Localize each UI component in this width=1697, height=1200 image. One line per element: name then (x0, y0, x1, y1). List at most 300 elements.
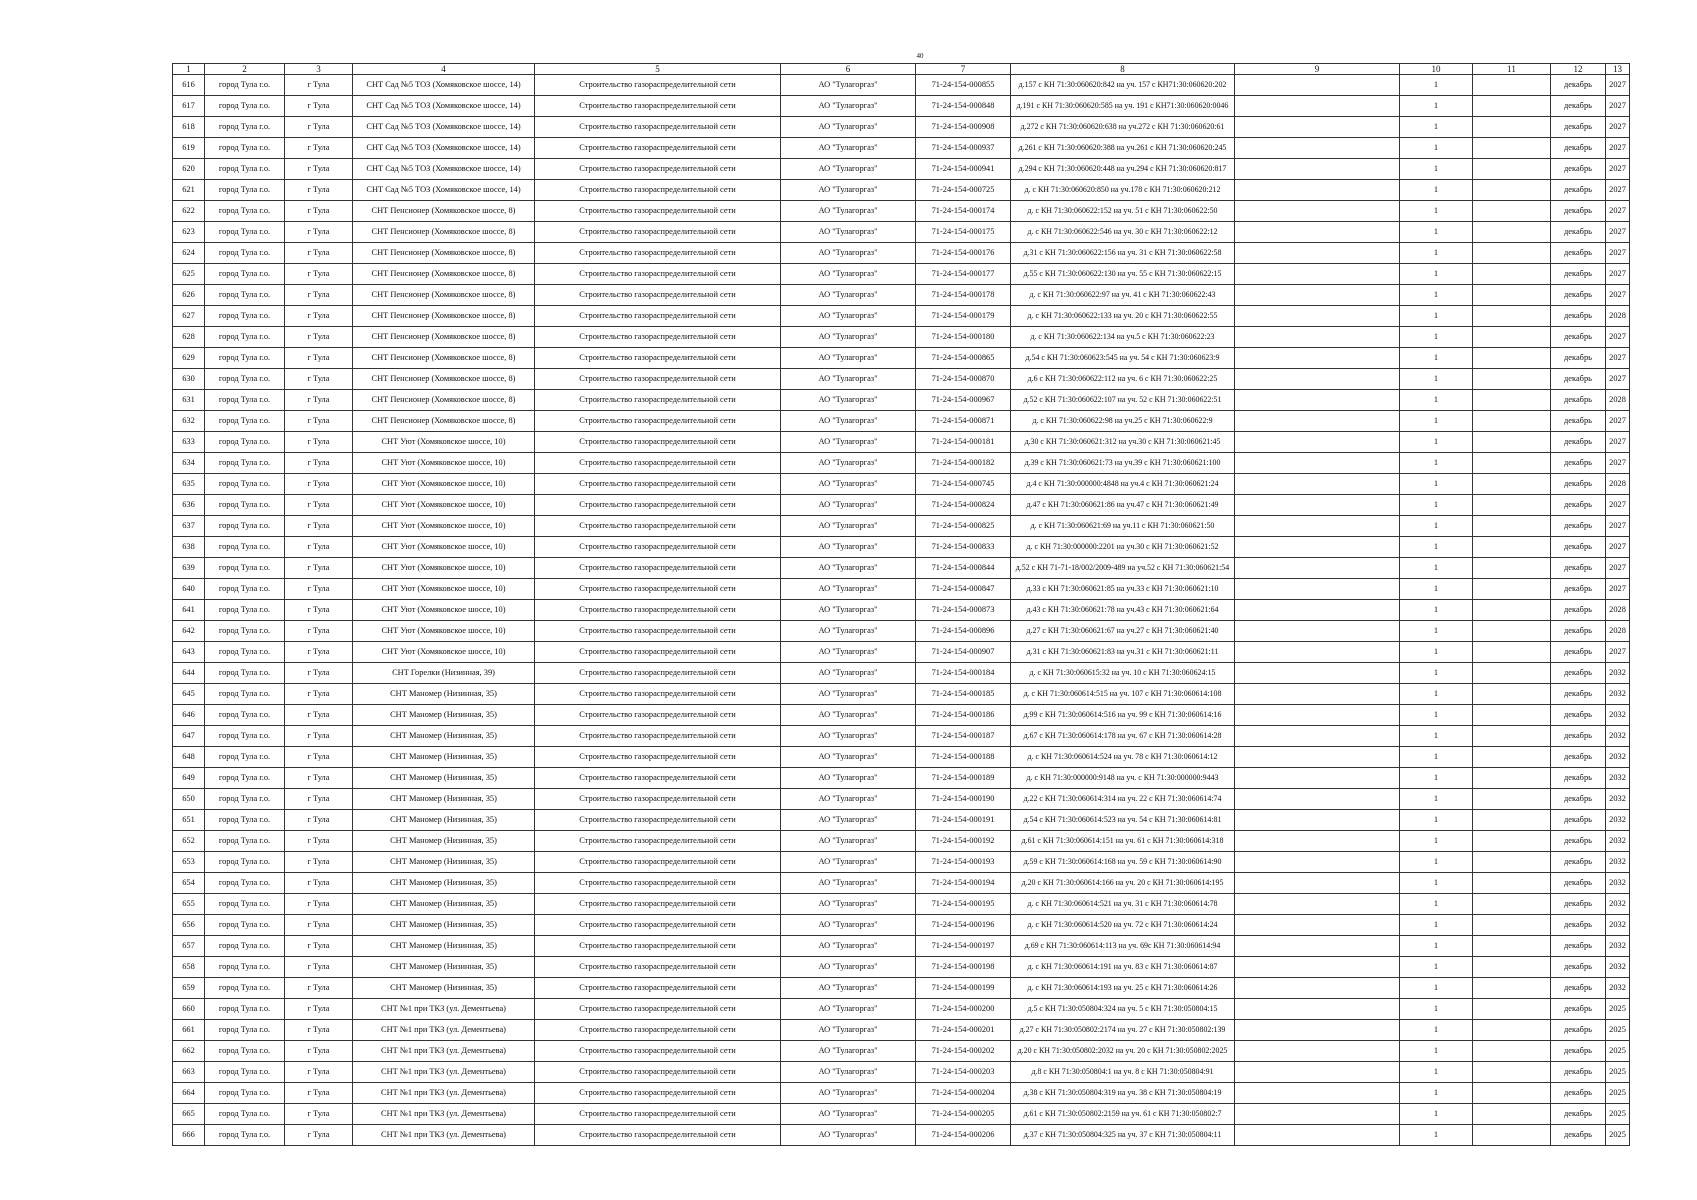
empty-cell (1235, 768, 1400, 789)
quantity-cell: 1 (1400, 621, 1473, 642)
organization-cell: АО "Тулагоргаз" (781, 369, 916, 390)
quantity-cell: 1 (1400, 768, 1473, 789)
column-number: 9 (1235, 64, 1400, 75)
empty-cell (1235, 1125, 1400, 1146)
quantity-cell: 1 (1400, 978, 1473, 999)
locality-cell: г Тула (285, 705, 353, 726)
year-cell: 2028 (1606, 600, 1630, 621)
empty-cell (1235, 873, 1400, 894)
locality-cell: г Тула (285, 369, 353, 390)
municipality-cell: город Тула г.о. (205, 726, 285, 747)
organization-cell: АО "Тулагоргаз" (781, 1041, 916, 1062)
year-cell: 2032 (1606, 957, 1630, 978)
object-cell: СНТ №1 при ТКЗ (ул. Дементьева) (353, 1125, 535, 1146)
work-type-cell: Строительство газораспределительной сети (535, 201, 781, 222)
empty-cell (1235, 957, 1400, 978)
empty-cell (1235, 411, 1400, 432)
month-cell: декабрь (1551, 159, 1606, 180)
code-cell: 71-24-154-000174 (916, 201, 1011, 222)
month-cell: декабрь (1551, 600, 1606, 621)
locality-cell: г Тула (285, 474, 353, 495)
empty-cell (1235, 789, 1400, 810)
work-type-cell: Строительство газораспределительной сети (535, 516, 781, 537)
municipality-cell: город Тула г.о. (205, 1125, 285, 1146)
column-number: 5 (535, 64, 781, 75)
organization-cell: АО "Тулагоргаз" (781, 663, 916, 684)
code-cell: 71-24-154-000188 (916, 747, 1011, 768)
code-cell: 71-24-154-000176 (916, 243, 1011, 264)
year-cell: 2027 (1606, 243, 1630, 264)
work-type-cell: Строительство газораспределительной сети (535, 915, 781, 936)
month-cell: декабрь (1551, 642, 1606, 663)
address-cell: д. с КН 71:30:060614:524 на уч. 78 с КН 71:30:060614:12 (1011, 747, 1235, 768)
organization-cell: АО "Тулагоргаз" (781, 1062, 916, 1083)
row-number-cell: 642 (173, 621, 205, 642)
municipality-cell: город Тула г.о. (205, 516, 285, 537)
code-cell: 71-24-154-000204 (916, 1083, 1011, 1104)
empty-cell (1235, 642, 1400, 663)
empty-cell (1235, 495, 1400, 516)
table-row (173, 705, 1630, 726)
table-row (173, 684, 1630, 705)
empty-cell (1235, 1041, 1400, 1062)
work-type-cell: Строительство газораспределительной сети (535, 180, 781, 201)
locality-cell: г Тула (285, 285, 353, 306)
object-cell: СНТ Уют (Хомяковское шоссе, 10) (353, 474, 535, 495)
municipality-cell: город Тула г.о. (205, 810, 285, 831)
code-cell: 71-24-154-000871 (916, 411, 1011, 432)
month-cell: декабрь (1551, 579, 1606, 600)
organization-cell: АО "Тулагоргаз" (781, 453, 916, 474)
empty-cell (1235, 348, 1400, 369)
quantity-cell: 1 (1400, 474, 1473, 495)
work-type-cell: Строительство газораспределительной сети (535, 369, 781, 390)
row-number-cell: 652 (173, 831, 205, 852)
code-cell: 71-24-154-000194 (916, 873, 1011, 894)
row-number-cell: 633 (173, 432, 205, 453)
row-number-cell: 658 (173, 957, 205, 978)
work-type-cell: Строительство газораспределительной сети (535, 348, 781, 369)
month-cell: декабрь (1551, 978, 1606, 999)
code-cell: 71-24-154-000870 (916, 369, 1011, 390)
organization-cell: АО "Тулагоргаз" (781, 579, 916, 600)
object-cell: СНТ Уют (Хомяковское шоссе, 10) (353, 642, 535, 663)
work-type-cell: Строительство газораспределительной сети (535, 306, 781, 327)
month-cell: декабрь (1551, 726, 1606, 747)
month-cell: декабрь (1551, 1083, 1606, 1104)
organization-cell: АО "Тулагоргаз" (781, 159, 916, 180)
column-number: 2 (205, 64, 285, 75)
work-type-cell: Строительство газораспределительной сети (535, 432, 781, 453)
empty-cell (1473, 348, 1551, 369)
year-cell: 2025 (1606, 1083, 1630, 1104)
empty-cell (1473, 852, 1551, 873)
year-cell: 2027 (1606, 579, 1630, 600)
municipality-cell: город Тула г.о. (205, 75, 285, 96)
object-cell: СНТ Пенсионер (Хомяковское шоссе, 8) (353, 306, 535, 327)
organization-cell: АО "Тулагоргаз" (781, 474, 916, 495)
code-cell: 71-24-154-000967 (916, 390, 1011, 411)
year-cell: 2027 (1606, 642, 1630, 663)
address-cell: д.157 с КН 71:30:060620:842 на уч. 157 с КН71:30:060620:202 (1011, 75, 1235, 96)
month-cell: декабрь (1551, 1041, 1606, 1062)
object-cell: СНТ Уют (Хомяковское шоссе, 10) (353, 558, 535, 579)
address-cell: д.27 с КН 71:30:060621:67 на уч.27 с КН 71:30:060621:40 (1011, 621, 1235, 642)
empty-cell (1473, 726, 1551, 747)
year-cell: 2025 (1606, 999, 1630, 1020)
table-row (173, 894, 1630, 915)
year-cell: 2032 (1606, 726, 1630, 747)
table-row (173, 306, 1630, 327)
month-cell: декабрь (1551, 285, 1606, 306)
locality-cell: г Тула (285, 621, 353, 642)
code-cell: 71-24-154-000847 (916, 579, 1011, 600)
organization-cell: АО "Тулагоргаз" (781, 810, 916, 831)
locality-cell: г Тула (285, 495, 353, 516)
empty-cell (1235, 684, 1400, 705)
empty-cell (1473, 369, 1551, 390)
table-row (173, 1083, 1630, 1104)
organization-cell: АО "Тулагоргаз" (781, 327, 916, 348)
locality-cell: г Тула (285, 201, 353, 222)
month-cell: декабрь (1551, 1062, 1606, 1083)
municipality-cell: город Тула г.о. (205, 915, 285, 936)
address-cell: д. с КН 71:30:060621:69 на уч.11 с КН 71:30:060621:50 (1011, 516, 1235, 537)
month-cell: декабрь (1551, 621, 1606, 642)
empty-cell (1235, 117, 1400, 138)
quantity-cell: 1 (1400, 915, 1473, 936)
address-cell: д.261 с КН 71:30:060620:388 на уч.261 с КН 71:30:060620:245 (1011, 138, 1235, 159)
work-type-cell: Строительство газораспределительной сети (535, 558, 781, 579)
quantity-cell: 1 (1400, 453, 1473, 474)
empty-cell (1235, 999, 1400, 1020)
empty-cell (1235, 369, 1400, 390)
empty-cell (1473, 768, 1551, 789)
locality-cell: г Тула (285, 663, 353, 684)
empty-cell (1473, 810, 1551, 831)
code-cell: 71-24-154-000206 (916, 1125, 1011, 1146)
row-number-cell: 627 (173, 306, 205, 327)
address-cell: д.191 с КН 71:30:060620:585 на уч. 191 с КН71:30:060620:0046 (1011, 96, 1235, 117)
locality-cell: г Тула (285, 1125, 353, 1146)
month-cell: декабрь (1551, 747, 1606, 768)
address-cell: д.27 с КН 71:30:050802:2174 на уч. 27 с КН 71:30:050802:139 (1011, 1020, 1235, 1041)
empty-cell (1473, 96, 1551, 117)
empty-cell (1235, 285, 1400, 306)
code-cell: 71-24-154-000941 (916, 159, 1011, 180)
locality-cell: г Тула (285, 852, 353, 873)
locality-cell: г Тула (285, 873, 353, 894)
work-type-cell: Строительство газораспределительной сети (535, 852, 781, 873)
work-type-cell: Строительство газораспределительной сети (535, 789, 781, 810)
address-cell: д. с КН 71:30:060614:193 на уч. 25 с КН 71:30:060614:26 (1011, 978, 1235, 999)
empty-cell (1235, 852, 1400, 873)
month-cell: декабрь (1551, 264, 1606, 285)
municipality-cell: город Тула г.о. (205, 999, 285, 1020)
code-cell: 71-24-154-000178 (916, 285, 1011, 306)
empty-cell (1473, 558, 1551, 579)
table-row (173, 495, 1630, 516)
organization-cell: АО "Тулагоргаз" (781, 201, 916, 222)
address-cell: д. с КН 71:30:060614:520 на уч. 72 с КН 71:30:060614:24 (1011, 915, 1235, 936)
code-cell: 71-24-154-000196 (916, 915, 1011, 936)
table-row (173, 159, 1630, 180)
quantity-cell: 1 (1400, 684, 1473, 705)
address-cell: д.67 с КН 71:30:060614:178 на уч. 67 с КН 71:30:060614:28 (1011, 726, 1235, 747)
code-cell: 71-24-154-000195 (916, 894, 1011, 915)
table-row (173, 453, 1630, 474)
code-cell: 71-24-154-000203 (916, 1062, 1011, 1083)
code-cell: 71-24-154-000181 (916, 432, 1011, 453)
row-number-cell: 626 (173, 285, 205, 306)
work-type-cell: Строительство газораспределительной сети (535, 957, 781, 978)
month-cell: декабрь (1551, 516, 1606, 537)
object-cell: СНТ Пенсионер (Хомяковское шоссе, 8) (353, 264, 535, 285)
organization-cell: АО "Тулагоргаз" (781, 1104, 916, 1125)
address-cell: д.54 с КН 71:30:060623:545 на уч. 54 с КН 71:30:060623:9 (1011, 348, 1235, 369)
row-number-cell: 619 (173, 138, 205, 159)
work-type-cell: Строительство газораспределительной сети (535, 936, 781, 957)
year-cell: 2027 (1606, 285, 1630, 306)
month-cell: декабрь (1551, 75, 1606, 96)
empty-cell (1235, 180, 1400, 201)
locality-cell: г Тула (285, 222, 353, 243)
organization-cell: АО "Тулагоргаз" (781, 978, 916, 999)
locality-cell: г Тула (285, 600, 353, 621)
object-cell: СНТ №1 при ТКЗ (ул. Дементьева) (353, 1041, 535, 1062)
work-type-cell: Строительство газораспределительной сети (535, 1020, 781, 1041)
locality-cell: г Тула (285, 75, 353, 96)
table-row (173, 264, 1630, 285)
column-number: 8 (1011, 64, 1235, 75)
municipality-cell: город Тула г.о. (205, 705, 285, 726)
empty-cell (1235, 1062, 1400, 1083)
table-row (173, 579, 1630, 600)
year-cell: 2028 (1606, 390, 1630, 411)
locality-cell: г Тула (285, 684, 353, 705)
municipality-cell: город Тула г.о. (205, 894, 285, 915)
address-cell: д.20 с КН 71:30:060614:166 на уч. 20 с КН 71:30:060614:195 (1011, 873, 1235, 894)
code-cell: 71-24-154-000855 (916, 75, 1011, 96)
empty-cell (1235, 810, 1400, 831)
empty-cell (1473, 789, 1551, 810)
row-number-cell: 644 (173, 663, 205, 684)
row-number-cell: 648 (173, 747, 205, 768)
empty-cell (1235, 159, 1400, 180)
municipality-cell: город Тула г.о. (205, 411, 285, 432)
row-number-cell: 620 (173, 159, 205, 180)
month-cell: декабрь (1551, 537, 1606, 558)
address-cell: д. с КН 71:30:060614:515 на уч. 107 с КН 71:30:060614:108 (1011, 684, 1235, 705)
object-cell: СНТ Уют (Хомяковское шоссе, 10) (353, 495, 535, 516)
municipality-cell: город Тула г.о. (205, 684, 285, 705)
municipality-cell: город Тула г.о. (205, 285, 285, 306)
table-row (173, 957, 1630, 978)
organization-cell: АО "Тулагоргаз" (781, 348, 916, 369)
year-cell: 2032 (1606, 831, 1630, 852)
locality-cell: г Тула (285, 999, 353, 1020)
empty-cell (1235, 1104, 1400, 1125)
empty-cell (1235, 390, 1400, 411)
organization-cell: АО "Тулагоргаз" (781, 285, 916, 306)
empty-cell (1235, 222, 1400, 243)
column-number: 6 (781, 64, 916, 75)
organization-cell: АО "Тулагоргаз" (781, 621, 916, 642)
address-cell: д.99 с КН 71:30:060614:516 на уч. 99 с КН 71:30:060614:16 (1011, 705, 1235, 726)
municipality-cell: город Тула г.о. (205, 621, 285, 642)
year-cell: 2028 (1606, 306, 1630, 327)
address-cell: д. с КН 71:30:060615:32 на уч. 10 с КН 71:30:060624:15 (1011, 663, 1235, 684)
organization-cell: АО "Тулагоргаз" (781, 222, 916, 243)
row-number-cell: 625 (173, 264, 205, 285)
organization-cell: АО "Тулагоргаз" (781, 747, 916, 768)
locality-cell: г Тула (285, 537, 353, 558)
work-type-cell: Строительство газораспределительной сети (535, 894, 781, 915)
empty-cell (1473, 390, 1551, 411)
object-cell: СНТ Маномер (Низинная, 35) (353, 957, 535, 978)
month-cell: декабрь (1551, 348, 1606, 369)
work-type-cell: Строительство газораспределительной сети (535, 264, 781, 285)
month-cell: декабрь (1551, 705, 1606, 726)
organization-cell: АО "Тулагоргаз" (781, 306, 916, 327)
quantity-cell: 1 (1400, 201, 1473, 222)
month-cell: декабрь (1551, 663, 1606, 684)
table-row (173, 390, 1630, 411)
object-cell: СНТ Пенсионер (Хомяковское шоссе, 8) (353, 222, 535, 243)
row-number-cell: 651 (173, 810, 205, 831)
address-cell: д. с КН 71:30:060614:521 на уч. 31 с КН 71:30:060614:78 (1011, 894, 1235, 915)
organization-cell: АО "Тулагоргаз" (781, 117, 916, 138)
table-row (173, 831, 1630, 852)
quantity-cell: 1 (1400, 516, 1473, 537)
object-cell: СНТ Маномер (Низинная, 35) (353, 726, 535, 747)
table-row (173, 978, 1630, 999)
column-number-row (173, 64, 1630, 75)
locality-cell: г Тула (285, 1083, 353, 1104)
quantity-cell: 1 (1400, 600, 1473, 621)
municipality-cell: город Тула г.о. (205, 936, 285, 957)
object-cell: СНТ Пенсионер (Хомяковское шоссе, 8) (353, 411, 535, 432)
table-row (173, 222, 1630, 243)
year-cell: 2032 (1606, 873, 1630, 894)
work-type-cell: Строительство газораспределительной сети (535, 831, 781, 852)
object-cell: СНТ №1 при ТКЗ (ул. Дементьева) (353, 1104, 535, 1125)
column-number: 11 (1473, 64, 1551, 75)
locality-cell: г Тула (285, 180, 353, 201)
address-cell: д.39 с КН 71:30:060621:73 на уч.39 с КН 71:30:060621:100 (1011, 453, 1235, 474)
object-cell: СНТ Пенсионер (Хомяковское шоссе, 8) (353, 285, 535, 306)
quantity-cell: 1 (1400, 1020, 1473, 1041)
municipality-cell: город Тула г.о. (205, 159, 285, 180)
empty-cell (1473, 201, 1551, 222)
month-cell: декабрь (1551, 201, 1606, 222)
object-cell: СНТ Уют (Хомяковское шоссе, 10) (353, 537, 535, 558)
code-cell: 71-24-154-000197 (916, 936, 1011, 957)
work-type-cell: Строительство газораспределительной сети (535, 159, 781, 180)
work-type-cell: Строительство газораспределительной сети (535, 873, 781, 894)
address-cell: д.61 с КН 71:30:060614:151 на уч. 61 с КН 71:30:060614:318 (1011, 831, 1235, 852)
quantity-cell: 1 (1400, 117, 1473, 138)
municipality-cell: город Тула г.о. (205, 852, 285, 873)
quantity-cell: 1 (1400, 1125, 1473, 1146)
organization-cell: АО "Тулагоргаз" (781, 1083, 916, 1104)
quantity-cell: 1 (1400, 432, 1473, 453)
empty-cell (1473, 159, 1551, 180)
year-cell: 2027 (1606, 348, 1630, 369)
work-type-cell: Строительство газораспределительной сети (535, 75, 781, 96)
municipality-cell: город Тула г.о. (205, 1020, 285, 1041)
work-type-cell: Строительство газораспределительной сети (535, 1041, 781, 1062)
table-row (173, 663, 1630, 684)
object-cell: СНТ №1 при ТКЗ (ул. Дементьева) (353, 1083, 535, 1104)
code-cell: 71-24-154-000201 (916, 1020, 1011, 1041)
row-number-cell: 617 (173, 96, 205, 117)
table-row (173, 1104, 1630, 1125)
empty-cell (1235, 747, 1400, 768)
empty-cell (1473, 432, 1551, 453)
row-number-cell: 628 (173, 327, 205, 348)
year-cell: 2032 (1606, 684, 1630, 705)
row-number-cell: 655 (173, 894, 205, 915)
municipality-cell: город Тула г.о. (205, 789, 285, 810)
address-cell: д.8 с КН 71:30:050804:1 на уч. 8 с КН 71:30:050804:91 (1011, 1062, 1235, 1083)
organization-cell: АО "Тулагоргаз" (781, 432, 916, 453)
quantity-cell: 1 (1400, 96, 1473, 117)
object-cell: СНТ Уют (Хомяковское шоссе, 10) (353, 453, 535, 474)
year-cell: 2027 (1606, 138, 1630, 159)
work-type-cell: Строительство газораспределительной сети (535, 222, 781, 243)
quantity-cell: 1 (1400, 894, 1473, 915)
code-cell: 71-24-154-000725 (916, 180, 1011, 201)
address-cell: д.47 с КН 71:30:060621:86 на уч.47 с КН 71:30:060621:49 (1011, 495, 1235, 516)
code-cell: 71-24-154-000825 (916, 516, 1011, 537)
month-cell: декабрь (1551, 369, 1606, 390)
work-type-cell: Строительство газораспределительной сети (535, 1125, 781, 1146)
quantity-cell: 1 (1400, 726, 1473, 747)
month-cell: декабрь (1551, 915, 1606, 936)
municipality-cell: город Тула г.о. (205, 558, 285, 579)
quantity-cell: 1 (1400, 642, 1473, 663)
quantity-cell: 1 (1400, 180, 1473, 201)
work-type-cell: Строительство газораспределительной сети (535, 138, 781, 159)
quantity-cell: 1 (1400, 75, 1473, 96)
locality-cell: г Тула (285, 1041, 353, 1062)
empty-cell (1473, 117, 1551, 138)
empty-cell (1235, 138, 1400, 159)
month-cell: декабрь (1551, 453, 1606, 474)
work-type-cell: Строительство газораспределительной сети (535, 1062, 781, 1083)
quantity-cell: 1 (1400, 369, 1473, 390)
quantity-cell: 1 (1400, 1062, 1473, 1083)
locality-cell: г Тула (285, 411, 353, 432)
object-cell: СНТ Маномер (Низинная, 35) (353, 915, 535, 936)
empty-cell (1473, 411, 1551, 432)
work-type-cell: Строительство газораспределительной сети (535, 705, 781, 726)
object-cell: СНТ Маномер (Низинная, 35) (353, 810, 535, 831)
year-cell: 2027 (1606, 411, 1630, 432)
quantity-cell: 1 (1400, 285, 1473, 306)
municipality-cell: город Тула г.о. (205, 831, 285, 852)
empty-cell (1235, 96, 1400, 117)
year-cell: 2027 (1606, 516, 1630, 537)
code-cell: 71-24-154-000184 (916, 663, 1011, 684)
organization-cell: АО "Тулагоргаз" (781, 768, 916, 789)
row-number-cell: 636 (173, 495, 205, 516)
empty-cell (1235, 75, 1400, 96)
code-cell: 71-24-154-000186 (916, 705, 1011, 726)
object-cell: СНТ Пенсионер (Хомяковское шоссе, 8) (353, 369, 535, 390)
column-number: 4 (353, 64, 535, 75)
